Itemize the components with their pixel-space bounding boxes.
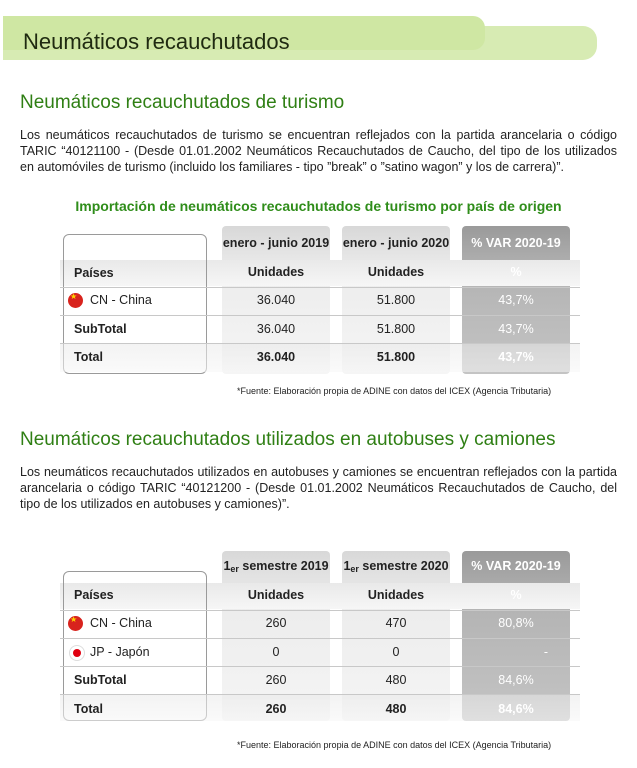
table2-source: *Fuente: Elaboración propia de ADINE con datos del ICEX (Agencia Tributaria) [237,740,552,750]
table1-sep-2 [60,315,580,316]
table1-row-v1: 36.040 [256,293,296,307]
table1-row-v1: 36.040 [256,322,296,336]
table2-period1: $1_{er}$ semestre 2019 [223,559,329,574]
table1-col-pct: % [510,265,522,279]
table2-row-name: SubTotal [74,673,127,687]
table2-row-name: CN - China [90,616,152,630]
table2-col-unidades-2: Unidades [367,588,425,602]
table1-col-unidades-2: Unidades [367,265,425,279]
japan-flag-icon [69,645,85,661]
table2-row-v2: 480 [385,702,407,716]
table2-row-var: 84,6% [498,673,534,687]
table2-row-v1: 0 [272,645,280,659]
section1-heading: Neumáticos recauchutados de turismo [20,92,345,113]
table1-sep-1 [60,287,580,288]
table2-sep-2 [60,638,580,639]
table1-row-v2: 51.800 [376,322,416,336]
table1-row-var: 43,7% [498,350,534,364]
table2-sep-1 [60,610,580,611]
table1-row-v2: 51.800 [376,350,416,364]
table1-row-name: Total [74,350,103,364]
table2-sep-3 [60,666,580,667]
table1-row-name: SubTotal [74,322,127,336]
table1-var-header: % VAR 2020-19 [471,236,561,250]
table2-row-v2: 480 [385,673,407,687]
table2-row-v2: 0 [392,645,400,659]
table1-period1: enero - junio 2019 [222,236,330,250]
table2-row-name: JP - Japón [90,645,150,659]
table2-row-v1: 260 [265,673,287,687]
table2 [60,551,580,721]
table1-row-v1: 36.040 [256,350,296,364]
table1-row-var: 43,7% [498,322,534,336]
table2-row-v1: 260 [265,616,287,630]
table2-row-name: Total [74,702,103,716]
table2-row-var: 80,8% [498,616,534,630]
table1-row-name: CN - China [90,293,152,307]
section1-paragraph: Los neumáticos recauchutados de turismo se encuentran reflejados con la partida arancelaria o código TARIC “40121100 - (Desde 01.01.2002 Neumáticos Recauchutados de Caucho, del tipo de los utilizados en automóviles de turismo (incluido los familiares - tipo ”break” o ”satino wagon” y los de carrera)”. [20,128,617,174]
table2-row-v1: 260 [265,702,287,716]
china-flag-icon: ★ [68,293,83,308]
table1-row-v2: 51.800 [376,293,416,307]
section2-paragraph: Los neumáticos recauchutados utilizados en autobuses y camiones se encuentran reflejados con la partida arancelaria o código TARIC “40121200 - (Desde 01.01.2002 Neumáticos Recauchutados de Caucho, del tipo de los utilizados en autobuses y camiones)”. [20,465,617,511]
table2-row-var: - [543,645,548,659]
table2-period2: $1_{er}$ semestre 2020 [343,559,449,574]
section2-heading: Neumáticos recauchutados utilizados en autobuses y camiones [20,429,556,450]
table2-col-unidades-1: Unidades [247,588,305,602]
table1-period2: enero - junio 2020 [342,236,450,250]
table1 [60,226,580,374]
table1-title: Importación de neumáticos recauchutados de turismo por país de origen [75,198,562,214]
table1-row-var: 43,7% [498,293,534,307]
table1-source: *Fuente: Elaboración propia de ADINE con datos del ICEX (Agencia Tributaria) [237,386,552,396]
table1-col-paises: Países [74,266,114,280]
table1-col-unidades-1: Unidades [247,265,305,279]
section-banner [3,16,597,64]
table2-var-header: % VAR 2020-19 [471,559,561,573]
banner-title: Neumáticos recauchutados [23,29,290,54]
table2-row-v2: 470 [385,616,407,630]
china-flag-icon: ★ [68,616,83,631]
table2-col-paises: Países [74,588,114,602]
table2-col-pct: % [510,588,522,602]
table2-row-var: 84,6% [498,702,534,716]
